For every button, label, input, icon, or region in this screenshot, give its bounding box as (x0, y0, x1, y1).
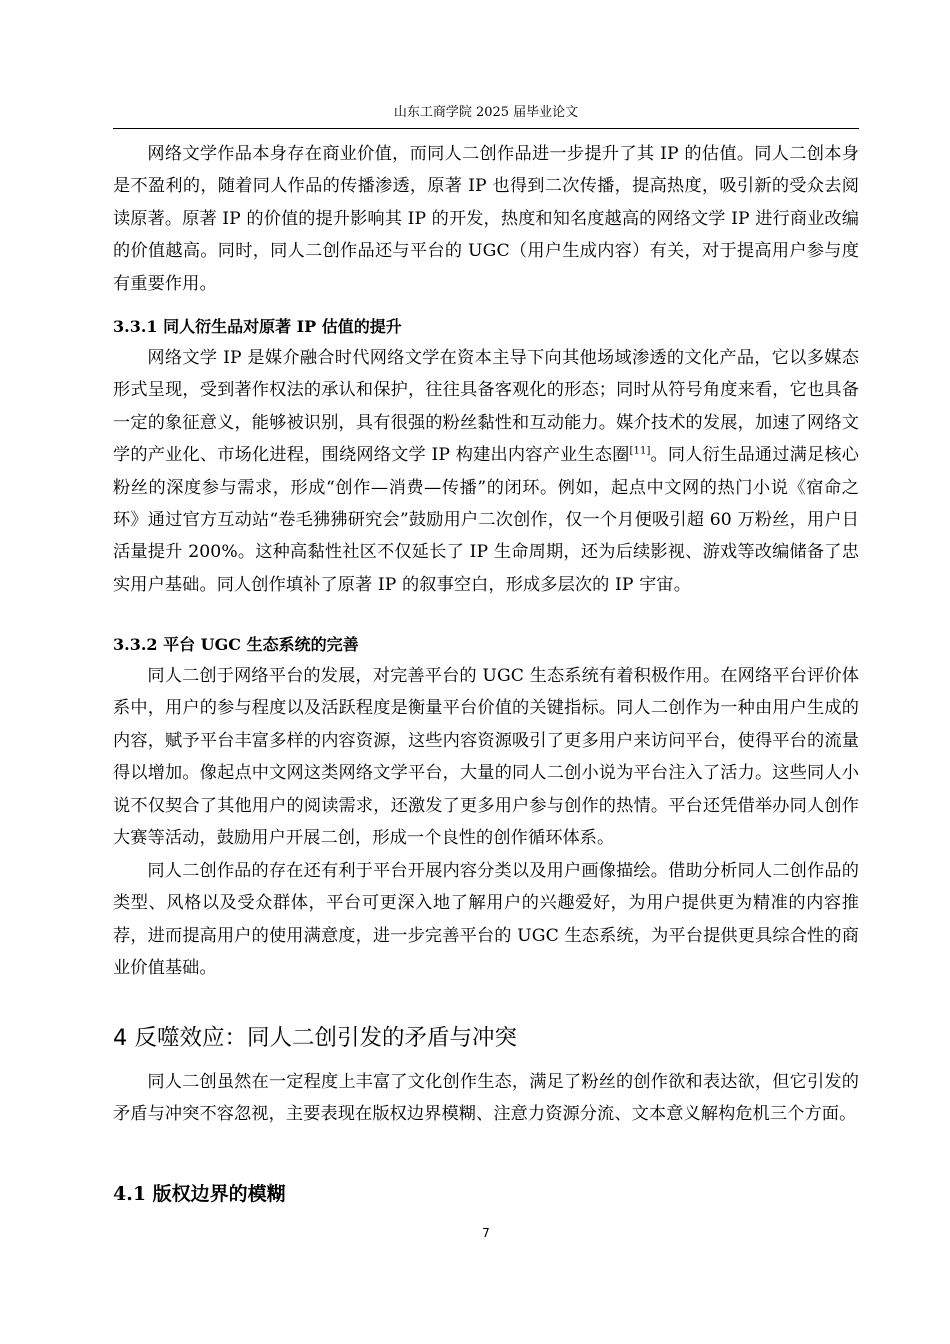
section-3-3-2-heading: 3.3.2 平台 UGC 生态系统的完善 (113, 635, 359, 654)
paragraph-text-part-2: 。同人衍生品通过满足核心粉丝的深度参与需求，形成“创作—消费—传播”的闭环。例如，起点中文网的热门小说《宿命之环》通过官方互动站“卷毛狒狒研究会”鼓励用户二次创作，仅一个月便吸引超 60 万粉丝，用户日活量提升 200%。这种高黏性社区不仅延长了 IP 生命周期，还为后续影视、游戏等改编储备了忠实用户基础。同人创作填补了原著 IP 的叙事空白，形成多层次的 IP 宇宙。 (113, 445, 860, 595)
section-3-3-1-heading: 3.3.1 同人衍生品对原著 IP 估值的提升 (113, 317, 402, 336)
page-number: 7 (482, 1226, 490, 1240)
intro-paragraph: 网络文学作品本身存在商业价值，而同人二创作品进一步提升了其 IP 的估值。同人二创本身是不盈利的，随着同人作品的传播渗透，原著 IP 也得到二次传播，提高热度，吸引新的受众去阅读原著。原著 IP 的价值的提升影响其 IP 的开发，热度和知名度越高的网络文学 IP 进行商业改编的价值越高。同时，同人二创作品还与平台的 UGC（用户生成内容）有关，对于提高用户参与度有重要作用。 (113, 144, 859, 294)
paragraph-text-part-1: 网络文学 IP 是媒介融合时代网络文学在资本主导下向其他场域渗透的文化产品，它以多媒态形式呈现，受到著作权法的承认和保护，往往具备客观化的形态；同时从符号角度来看，它也具备一定的象征意义，能够被识别，具有很强的粉丝黏性和互动能力。媒介技术的发展，加速了网络文学的产业化、市场化进程，围绕网络文学 IP 构建出内容产业生态圈 (113, 348, 859, 466)
chapter-4-heading: 4 反噬效应：同人二创引发的矛盾与冲突 (113, 1025, 517, 1051)
citation-reference: [11] (629, 445, 651, 457)
chapter-4-paragraph: 同人二创虽然在一定程度上丰富了文化创作生态，满足了粉丝的创作欲和表达欲，但它引发的矛盾与冲突不容忽视，主要表现在版权边界模糊、注意力资源分流、文本意义解构危机三个方面。 (113, 1072, 859, 1125)
section-3-3-2-paragraph-2: 同人二创作品的存在还有利于平台开展内容分类以及用户画像描绘。借助分析同人二创作品的类型、风格以及受众群体，平台可更深入地了解用户的兴趣爱好，为用户提供更为精准的内容推荐，进而提高用户的使用满意度，进一步完善平台的 UGC 生态系统，为平台提供更具综合性的商业价值基础。 (113, 861, 859, 979)
running-header: 山东工商学院 2025 届毕业论文 (393, 105, 579, 120)
section-4-1-heading: 4.1 版权边界的模糊 (113, 1183, 286, 1205)
section-3-3-2-paragraph-1: 同人二创于网络平台的发展，对完善平台的 UGC 生态系统有着积极作用。在网络平台评价体系中，用户的参与程度以及活跃程度是衡量平台价值的关键指标。同人二创作为一种由用户生成的内容，赋予平台丰富多样的内容资源，这些内容资源吸引了更多用户来访问平台，使得平台的流量得以增加。像起点中文网这类网络文学平台，大量的同人二创小说为平台注入了活力。这些同人小说不仅契合了其他用户的阅读需求，还激发了更多用户参与创作的热情。平台还凭借举办同人创作大赛等活动，鼓励用户开展二创，形成一个良性的创作循环体系。 (113, 666, 859, 849)
header-rule (113, 128, 859, 129)
section-3-3-1-paragraph (113, 342, 859, 601)
